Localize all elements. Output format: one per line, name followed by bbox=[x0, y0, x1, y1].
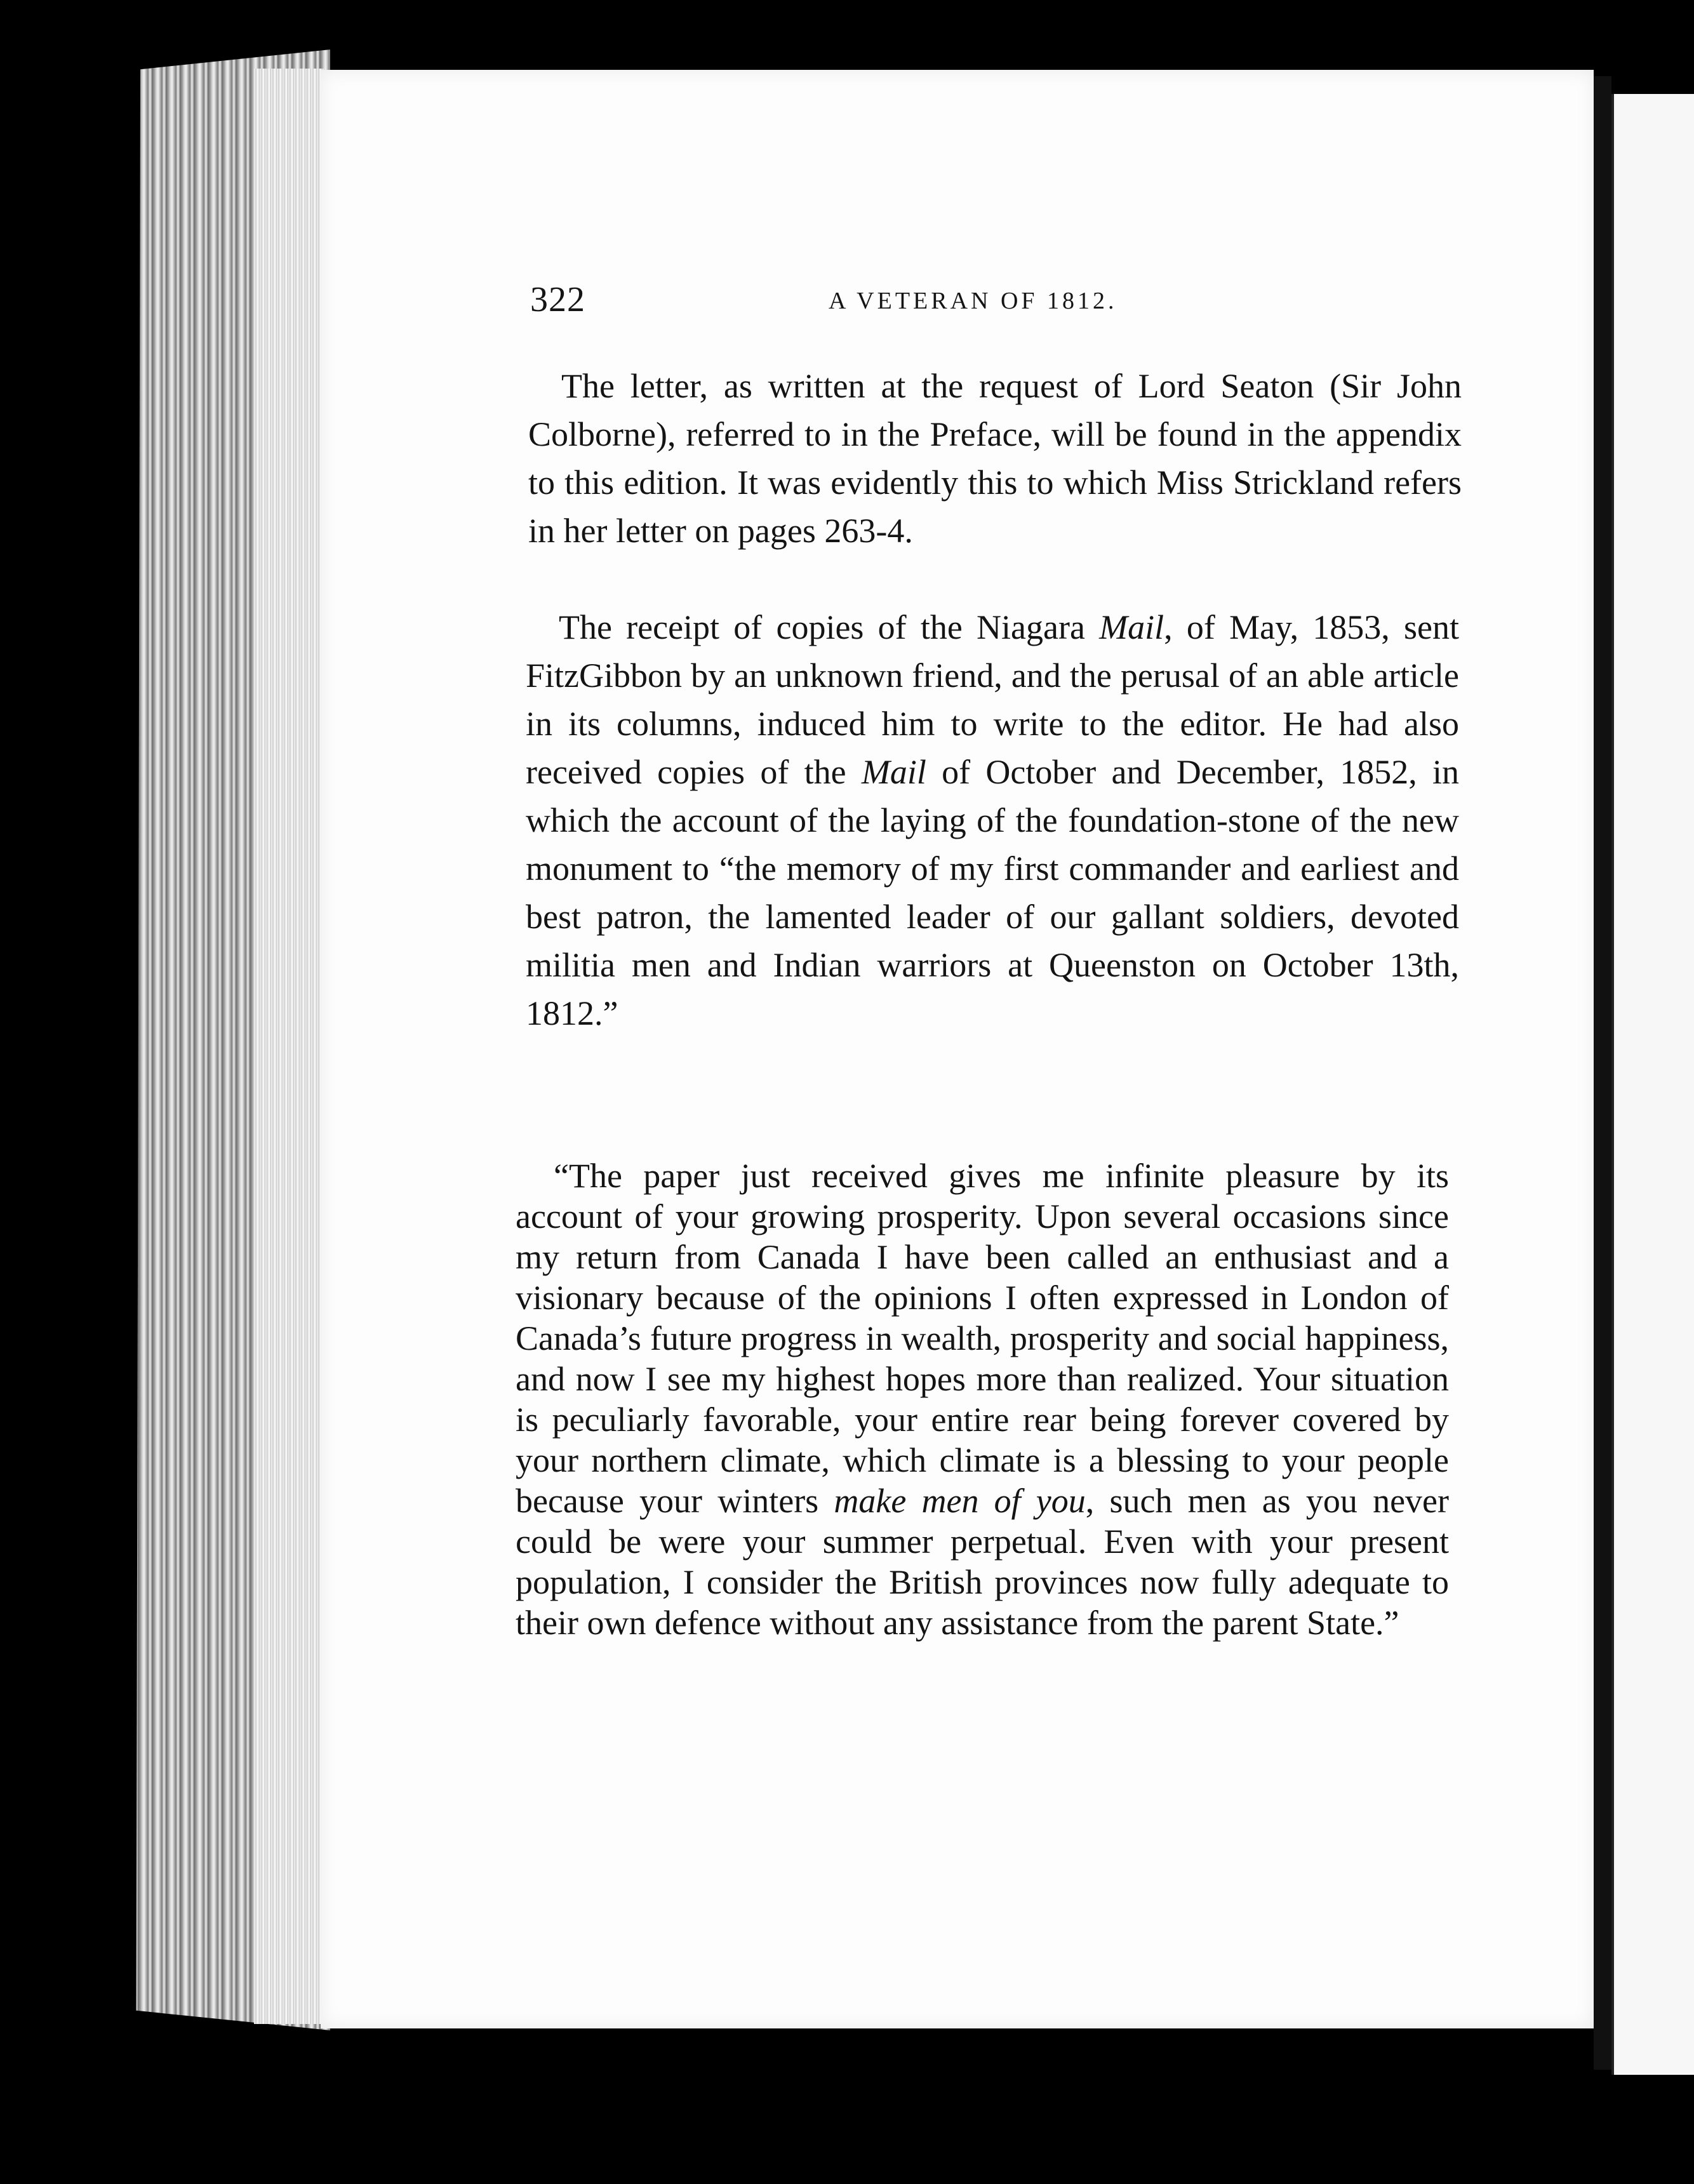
body-paragraph-2 bbox=[526, 603, 1459, 1037]
book-gutter bbox=[1594, 76, 1611, 2070]
quote-text-2: , such men as you never could be were your summer perpetual. Even with your present population, I consider the British provinces now fully adequate to their own defence without any assistance from the parent State.” bbox=[516, 1482, 1450, 1642]
paragraph-2-text-2: , of May, 1853, sent FitzGibbon by an unknown friend, and the perusal of an able article in its columns, induced him to write to the editor. He had also received copies of the bbox=[526, 608, 1459, 791]
newspaper-title-mail: Mail bbox=[1099, 608, 1164, 646]
quote-text-1: “The paper just received gives me infinite pleasure by its account of your growing prosperity. Upon several occasions since my return from Canada I have been called an enthusiast and a visionary because of the opinions I often expressed in London of Canada’s future progress in wealth, prosperity and social happiness, and now I see my highest hopes more than realized. Your situation is peculiarly favorable, your entire rear being forever covered by your northern climate, which climate is a blessing to your people because your winters bbox=[516, 1157, 1449, 1520]
page-number: 322 bbox=[530, 280, 585, 319]
paragraph-2-text-1: The receipt of copies of the Niagara bbox=[559, 608, 1100, 646]
page-header bbox=[530, 279, 1470, 330]
facing-page-edge bbox=[1611, 94, 1694, 2075]
newspaper-title-mail-2: Mail bbox=[861, 753, 926, 791]
book-page-edges-inner bbox=[254, 69, 324, 2024]
quote-emphasis: make men of you bbox=[834, 1482, 1086, 1520]
running-title: A VETERAN OF 1812. bbox=[829, 288, 1117, 314]
paragraph-2-text-3: of October and December, 1852, in which the account of the laying of the foundation-stone of the new monument to “the memory of my first commander and earliest and best patron, the lamented leader of our gallant soldiers, devoted militia men and Indian warriors at Queenston on October 13th, 1812.” bbox=[526, 753, 1460, 1032]
body-paragraph-1: The letter, as written at the request of Lord Seaton (Sir John Colborne), referred to in the Preface, will be found in the appendix to this edition. It was evidently this to which Miss Strickland refers in her letter on pages 263-4. bbox=[528, 367, 1462, 550]
quoted-letter bbox=[516, 1155, 1449, 1643]
